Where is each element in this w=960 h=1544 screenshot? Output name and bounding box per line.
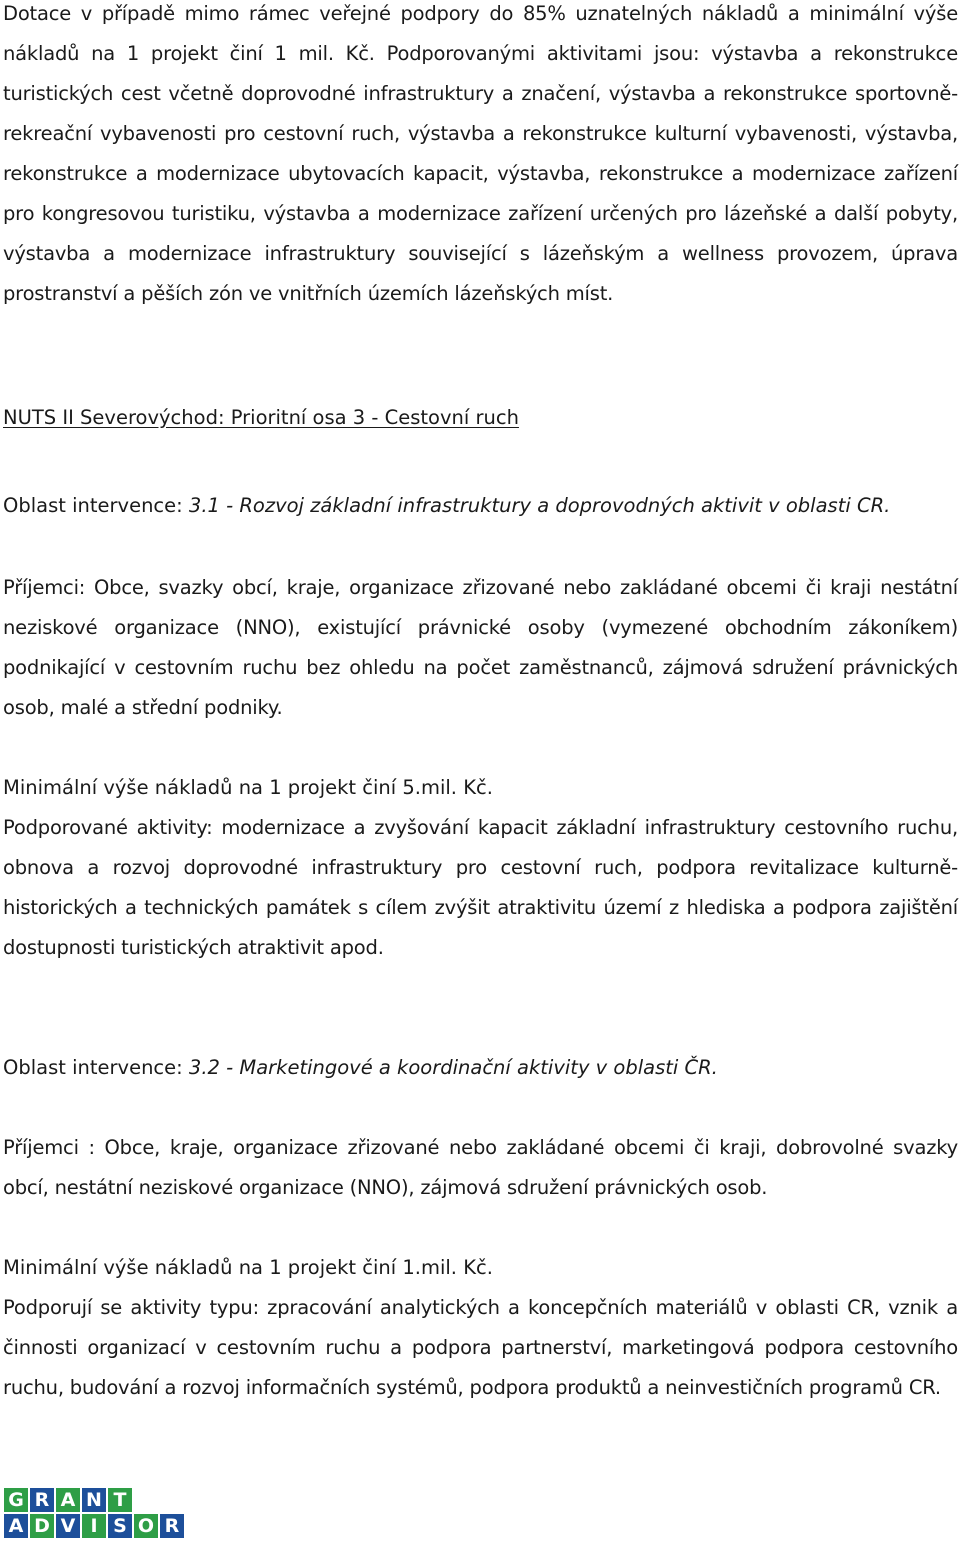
intervention-area-1 — [3, 486, 958, 526]
logo-letter: N — [82, 1488, 106, 1512]
intro-paragraph: Dotace v případě mimo rámec veřejné podpory do 85% uznatelných nákladů a minimální výše nákladů na 1 projekt činí 1 mil. Kč. Podporovanými aktivitami jsou: výstavba a rekonstrukce turistických cest včetně doprovodné infrastruktury a značení, výstavba a rekonstrukce sportovně-rekreační vybavenosti pro cestovní ruch, výstavba a rekonstrukce kulturní vybavenosti, výstavba, rekonstrukce a modernizace ubytovacích kapacit, výstavba, rekonstrukce a modernizace zařízení pro kongresovou turistiku, výstavba a modernizace zařízení určených pro lázeňské a další pobyty, výstavba a modernizace infrastruktury související s lázeňským a wellness provozem, úprava prostranství a pěších zón ve vnitřních územích lázeňských míst. — [3, 2, 958, 305]
logo-letter: R — [30, 1488, 54, 1512]
logo-letter: A — [56, 1488, 80, 1512]
logo-letter: I — [82, 1514, 106, 1538]
logo-letter: O — [134, 1514, 158, 1538]
intervention-area-1-label: Oblast intervence: — [3, 494, 189, 517]
min-cost-2: Minimální výše nákladů na 1 projekt činí 1.mil. Kč. — [3, 1256, 493, 1279]
document-page — [3, 0, 958, 1408]
intervention-area-2-label: Oblast intervence: — [3, 1056, 189, 1079]
recipients-paragraph-2: Příjemci : Obce, kraje, organizace zřizované nebo zakládané obcemi či kraji, dobrovolné svazky obcí, nestátní neziskové organizace (NNO), zájmová sdružení právnických osob. — [3, 1136, 958, 1199]
activities-paragraph-1: Podporované aktivity: modernizace a zvyšování kapacit základní infrastruktury cestovního ruchu, obnova a rozvoj doprovodné infrastruktury pro cestovní ruch, podpora revitalizace kulturně-historických a technických památek s cílem zvýšit atraktivitu území z hlediska a podpora zajištění dostupnosti turistických atraktivit apod. — [3, 816, 958, 959]
logo-letter: V — [56, 1514, 80, 1538]
activities-paragraph-2: Podporují se aktivity typu: zpracování analytických a koncepčních materiálů v oblasti CR, vznik a činnosti organizací v cestovním ruchu a podpora partnerství, marketingová podpora cestovního ruchu, budování a rozvoj informačních systémů, podpora produktů a neinvestičních programů CR. — [3, 1296, 958, 1399]
min-cost-1: Minimální výše nákladů na 1 projekt činí 5.mil. Kč. — [3, 776, 493, 799]
intervention-area-2-title: 3.2 - Marketingové a koordinační aktivity v oblasti ČR. — [188, 1056, 718, 1079]
grant-advisor-logo — [4, 1488, 188, 1540]
logo-row-advisor — [4, 1514, 188, 1538]
logo-letter: G — [4, 1488, 28, 1512]
section-heading: NUTS II Severovýchod: Prioritní osa 3 - Cestovní ruch — [3, 406, 519, 429]
intervention-area-2 — [3, 1048, 958, 1088]
recipients-paragraph-1: Příjemci: Obce, svazky obcí, kraje, organizace zřizované nebo zakládané obcemi či kraji nestátní neziskové organizace (NNO), existující právnické osoby (vymezené obchodním zákoníkem) podnikající v cestovním ruchu bez ohledu na počet zaměstnanců, zájmová sdružení právnických osob, malé a střední podniky. — [3, 576, 958, 719]
logo-letter: T — [108, 1488, 132, 1512]
logo-letter: S — [108, 1514, 132, 1538]
logo-letter: A — [4, 1514, 28, 1538]
logo-letter: R — [160, 1514, 184, 1538]
logo-letter: D — [30, 1514, 54, 1538]
logo-row-grant — [4, 1488, 188, 1512]
intervention-area-1-title: 3.1 - Rozvoj základní infrastruktury a doprovodných aktivit v oblasti CR. — [188, 494, 891, 517]
